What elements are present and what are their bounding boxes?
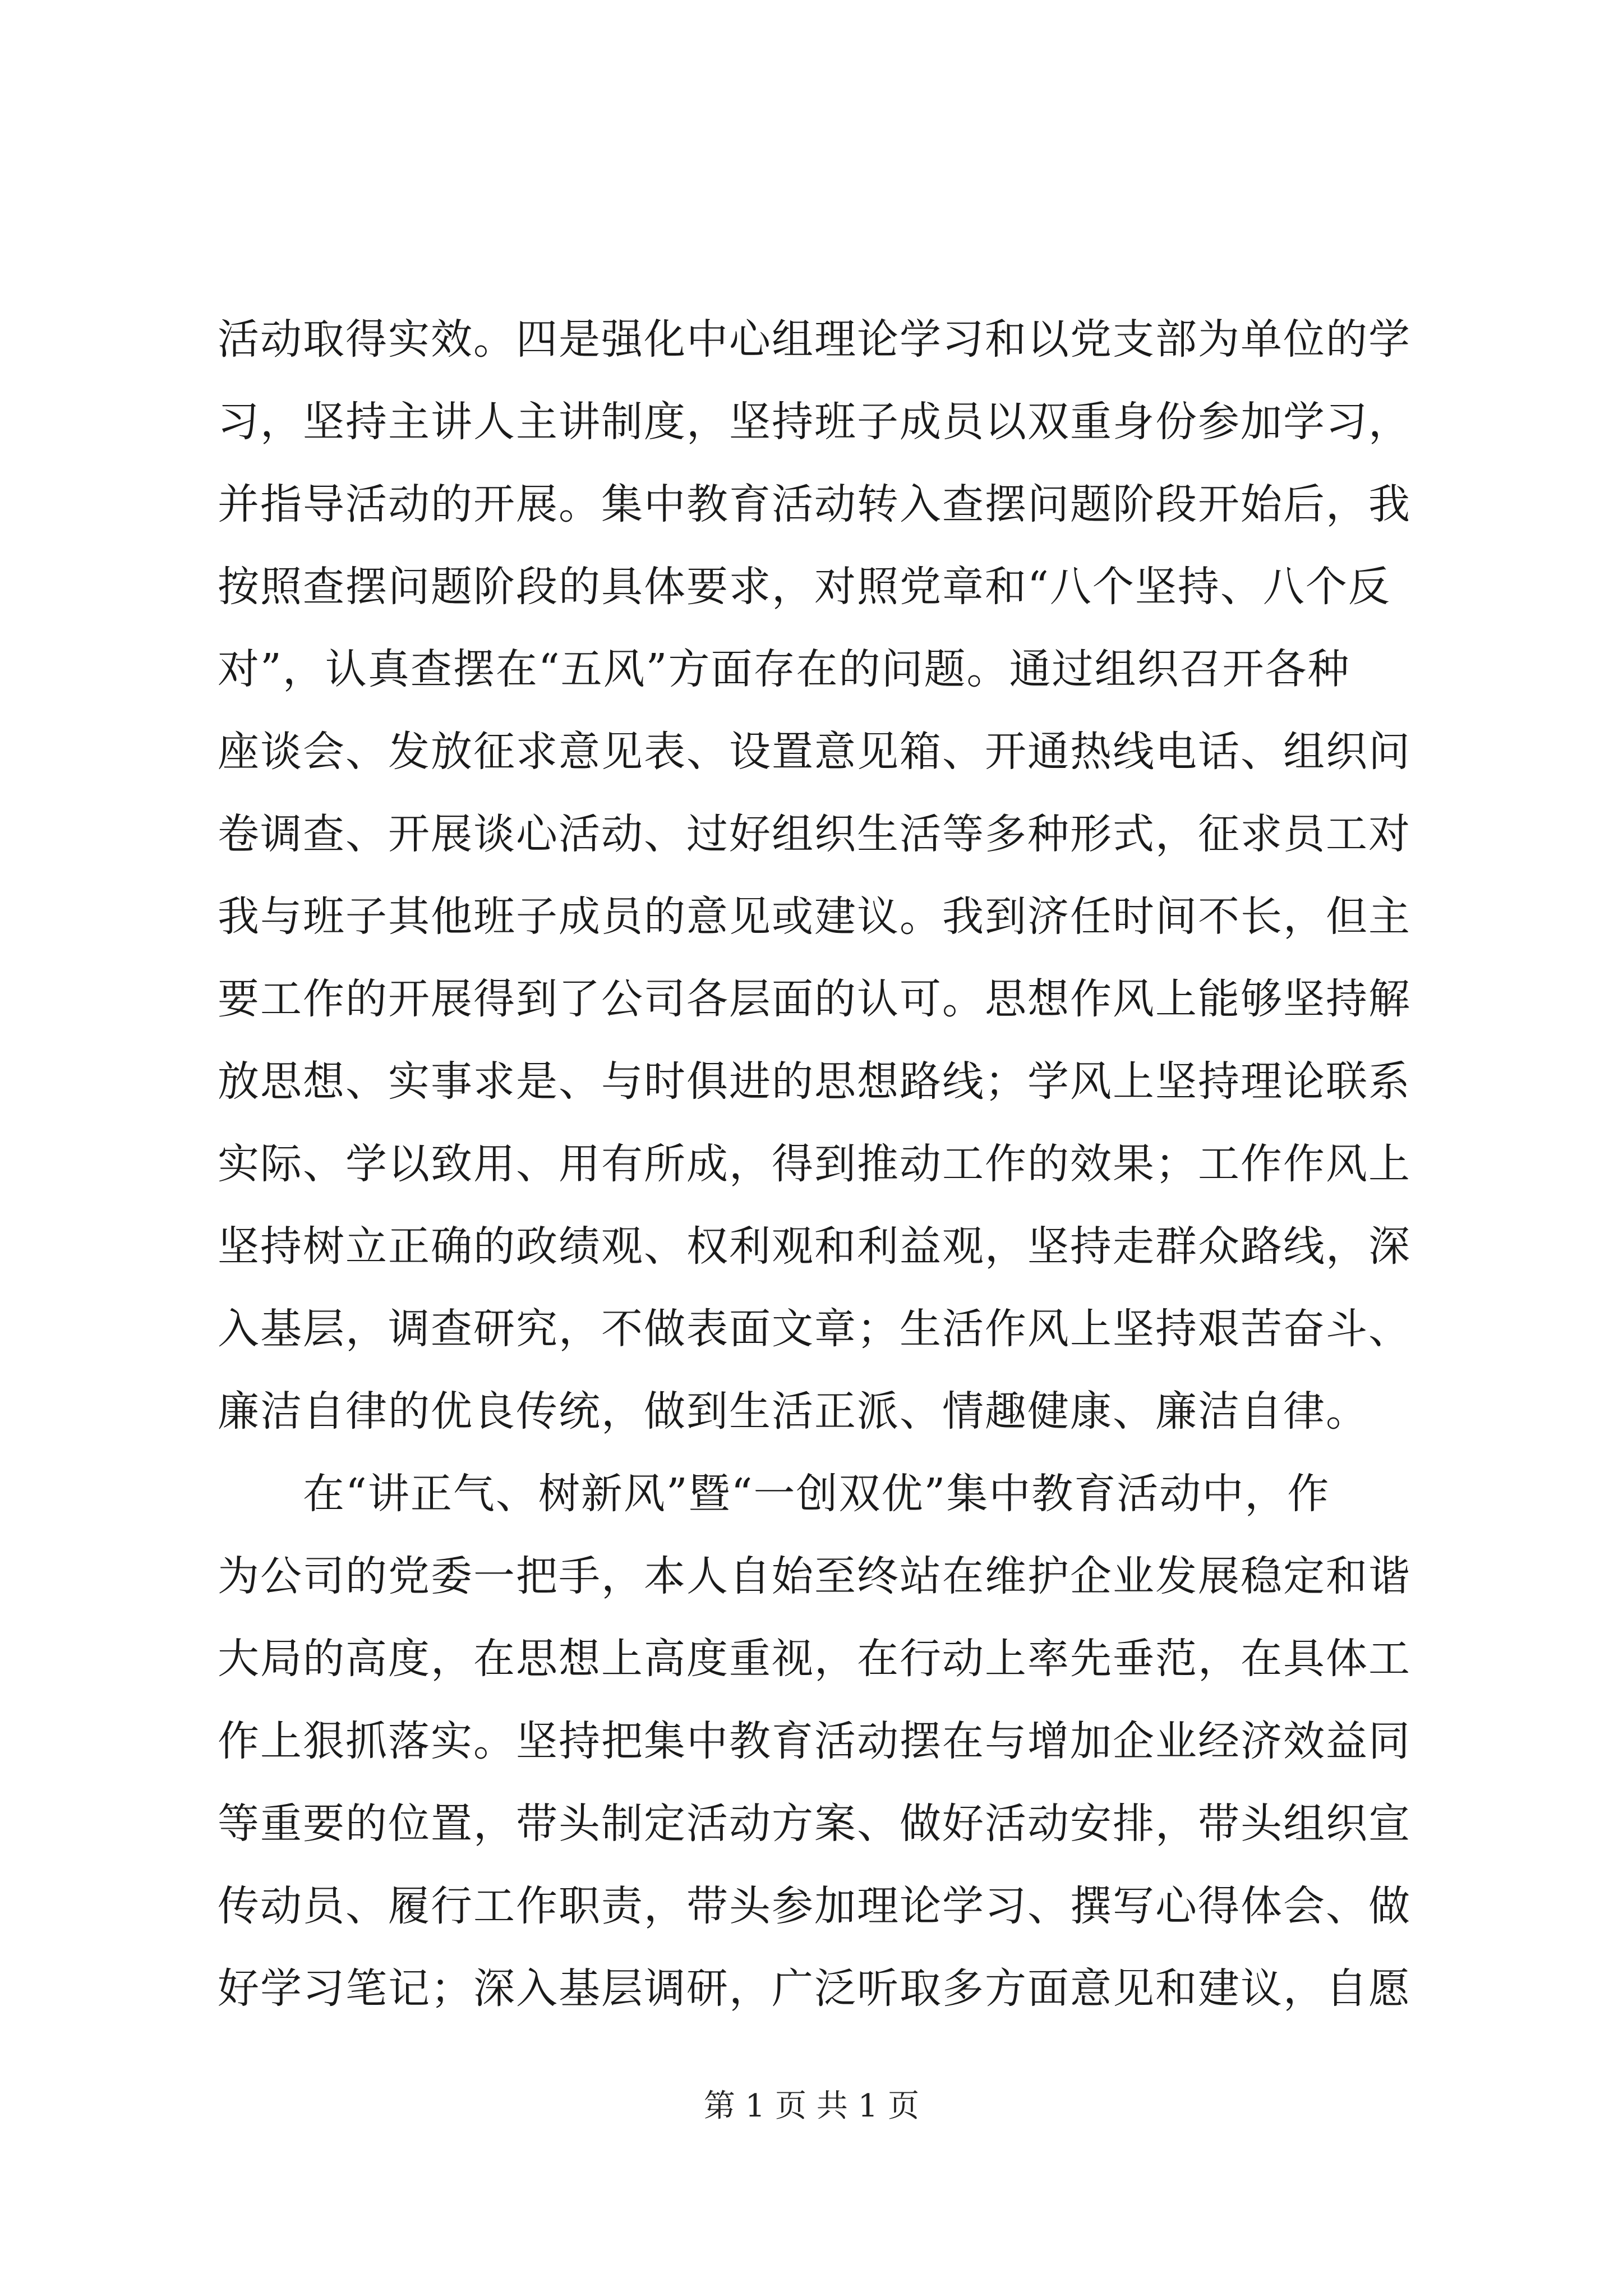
text-line: 大局的高度，在思想上高度重视，在行动上率先垂范，在具体工 xyxy=(218,1635,1411,1683)
text-line: 放思想、实事求是、与时俱进的思想路线；学风上坚持理论联系 xyxy=(218,1057,1411,1106)
text-line: 好学习笔记；深入基层调研，广泛听取多方面意见和建议，自愿 xyxy=(218,1964,1411,2013)
text-line: 活动取得实效。四是强化中心组理论学习和以党支部为单位的学 xyxy=(218,315,1411,364)
text-line: 为公司的党委一把手，本人自始至终站在维护企业发展稳定和谐 xyxy=(218,1552,1411,1600)
text-line: 作上狠抓落实。坚持把集中教育活动摆在与增加企业经济效益同 xyxy=(218,1717,1411,1765)
document-body xyxy=(218,298,1412,2030)
text-line: 卷调查、开展谈心活动、过好组织生活等多种形式，征求员工对 xyxy=(218,810,1411,858)
text-line: 我与班子其他班子成员的意见或建议。我到济任时间不长，但主 xyxy=(218,892,1411,941)
text-line: 入基层，调查研究，不做表面文章；生活作风上坚持艰苦奋斗、 xyxy=(218,1305,1411,1353)
text-line: 并指导活动的开展。集中教育活动转入查摆问题阶段开始后，我 xyxy=(218,480,1411,528)
text-line: 廉洁自律的优良传统，做到生活正派、情趣健康、廉洁自律。 xyxy=(218,1387,1368,1435)
text-line: 坚持树立正确的政绩观、权利观和利益观，坚持走群众路线，深 xyxy=(218,1222,1411,1271)
text-line: 按照查摆问题阶段的具体要求，对照党章和“八个坚持、八个反 xyxy=(218,563,1391,611)
text-line: 对”，认真查摆在“五风”方面存在的问题。通过组织召开各种 xyxy=(218,645,1350,693)
text-line: 实际、学以致用、用有所成，得到推动工作的效果；工作作风上 xyxy=(218,1140,1411,1188)
text-line: 在“讲正气、树新风”暨“一创双优”集中教育活动中，作 xyxy=(218,1470,1330,1518)
text-line: 要工作的开展得到了公司各层面的认可。思想作风上能够坚持解 xyxy=(218,975,1411,1023)
text-line: 习，坚持主讲人主讲制度，坚持班子成员以双重身份参加学习， xyxy=(218,398,1411,446)
text-line: 等重要的位置，带头制定活动方案、做好活动安排，带头组织宣 xyxy=(218,1800,1411,1848)
text-line: 传动员、履行工作职责，带头参加理论学习、撰写心得体会、做 xyxy=(218,1882,1411,1930)
text-line: 座谈会、发放征求意见表、设置意见箱、开通热线电话、组织问 xyxy=(218,728,1411,776)
page-footer: 第 1 页 共 1 页 xyxy=(703,2088,920,2124)
